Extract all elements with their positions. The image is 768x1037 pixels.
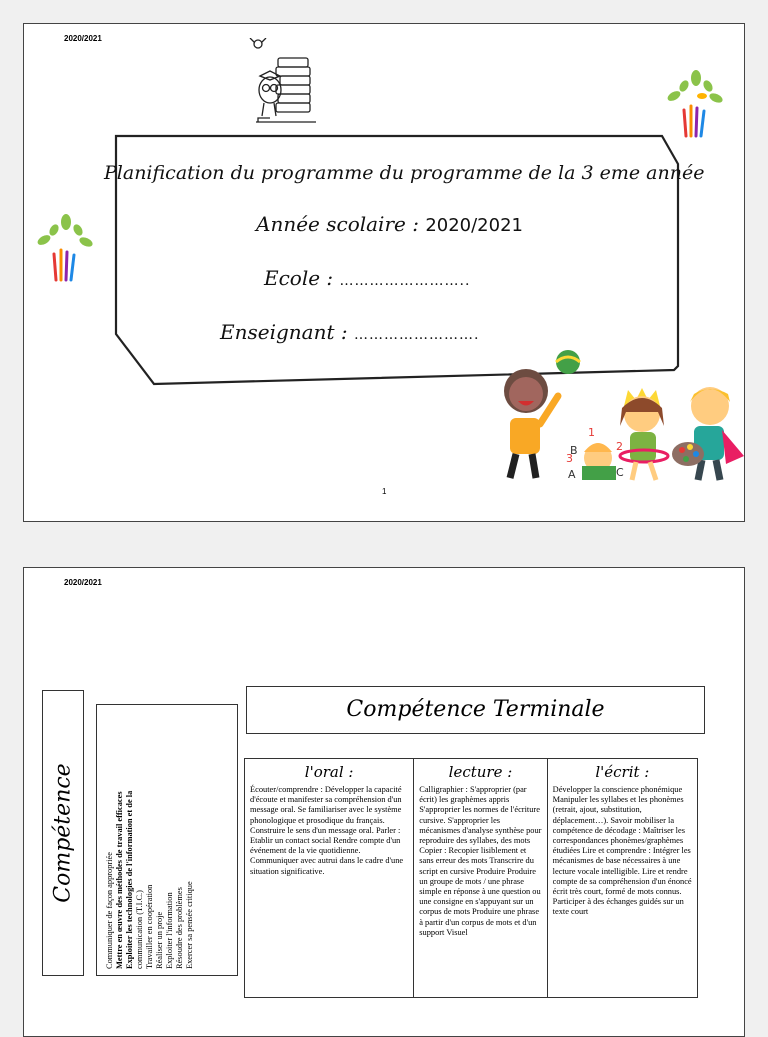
ecrit-column (548, 759, 697, 997)
enseignant-field: ……………………. (353, 327, 480, 343)
lecture-heading: lecture : (448, 763, 513, 781)
list-item: Communiquer de façon appropriée (105, 852, 114, 969)
page-number: 1 (382, 487, 387, 496)
ecole-label: Ecole : (264, 266, 334, 290)
competence-page (23, 567, 745, 1037)
school-year-header: 2020/2021 (64, 34, 102, 43)
list-item: Exploiter l'information (165, 892, 174, 969)
document-title: Planification du programme du programme de la 3 eme année (104, 162, 705, 184)
competence-title: Compétence (50, 763, 76, 903)
kids-letter-C: C (616, 466, 624, 479)
pencil-plant-icon (32, 210, 98, 282)
ecrit-text: Développer la conscience phonémique Manipuler les syllabes et les phonèmes (retrait, ajout, substitution, déplacement…). Savoir mobiliser la compétence de décodage : Maîtriser les correspondances phonèmes/graphèmes étudiées Lire et comprendre : Intégrer les mécanismes de base nécessaires à une lecture vocale intelligible. Lire et rendre compte de sa compréhension d'un énoncé écrit très court, formé de mots connus. Participer à des échanges guidés sur un texte court (552, 785, 692, 917)
oral-column (245, 759, 414, 997)
competence-terminale-title: Compétence Terminale (346, 697, 605, 722)
competence-columns-table (244, 758, 698, 998)
pencil-plant-icon (662, 66, 728, 138)
list-item: Mettre en œuvre des méthodes de travail efficaces (115, 791, 124, 969)
cover-page (23, 23, 745, 522)
school-year-header: 2020/2021 (64, 578, 102, 587)
kids-letter-1: 1 (588, 426, 595, 439)
list-item: Exercer sa pensée critique (185, 881, 194, 969)
student-books-illustration (246, 38, 326, 128)
competences-transversales-list (105, 707, 195, 969)
children-illustration (490, 346, 744, 481)
competence-terminale-box (246, 686, 705, 734)
kids-letter-2: 2 (616, 440, 623, 453)
annee-scolaire-label: Année scolaire : (256, 212, 419, 236)
kids-letter-A: A (568, 468, 576, 481)
annee-scolaire-line (256, 212, 523, 236)
annee-scolaire-value: 2020/2021 (425, 215, 523, 236)
ecole-line (264, 266, 470, 290)
list-item: Exploiter les technologies de l'information et de la (125, 790, 134, 969)
oral-text: Écouter/comprendre : Développer la capacité d'écoute et manifester sa compréhension d'un message oral. Se familiariser avec le système phonologique et prosodique du français. Construire le sens d'un message oral. Parler : Etablir un contact social Rendre compte d'un événement de la vie quotidienne. Communiquer avec autrui dans le cadre d'une situation significative. (250, 785, 404, 876)
competence-vertical-box (42, 690, 84, 976)
enseignant-line (220, 320, 479, 344)
lecture-column (414, 759, 547, 997)
lecture-text: Calligraphier : S'approprier (par écrit) les graphèmes appris S'approprier les normes de l'écriture cursive. S'approprier les mécanismes d'analyse synthèse pour reproduire des syllabes, des mots Copier : Recopier lisiblement et sans erreur des mots Transcrire du script en cursive Produire Produire un groupe de mots / une phrase simple en réponse à une question ou une consigne en s'appuyant sur un corpus de mots Produire une phrase à partir d'un corpus de mots et d'un support Visuel (419, 785, 542, 937)
list-item: Travailler en coopération (145, 884, 154, 969)
ecole-field: …………………….. (339, 273, 471, 289)
enseignant-label: Enseignant : (220, 320, 348, 344)
oral-heading: l'oral : (304, 763, 354, 781)
list-item: Réaliser un proje (155, 911, 164, 969)
kids-letter-3: 3 (566, 452, 573, 465)
list-item: Résoudre des problèmes (175, 887, 184, 969)
list-item: communication (T.I.C.) (135, 890, 144, 969)
competences-transversales-box (96, 704, 238, 976)
kids-letter-B: B (570, 444, 578, 457)
ecrit-heading: l'écrit : (595, 763, 650, 781)
